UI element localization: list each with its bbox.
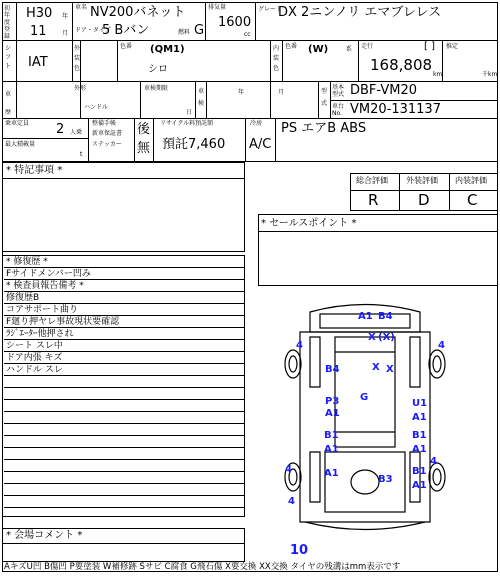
year-value: H30 xyxy=(26,6,53,21)
mark-b1-l: B1 xyxy=(324,430,339,441)
doortype-value: 5 Bバン xyxy=(102,23,150,38)
mark-x-2: (X) xyxy=(378,332,395,343)
blank-row xyxy=(4,460,244,472)
special-notes-title: * 特記事項 * xyxy=(6,165,63,176)
mark-a1-r1: A1 xyxy=(412,412,427,423)
mark-g: G xyxy=(360,392,369,403)
blank-row xyxy=(4,484,244,496)
inspector-item: ドア内張 キズ xyxy=(4,352,244,364)
inspector-item: ハンドル スレ xyxy=(4,364,244,376)
inspector-item: シート スレ中 xyxy=(4,340,244,352)
ac-value: A/C xyxy=(249,137,272,152)
month-unit: 月 xyxy=(62,30,69,37)
grade-value: DX 2ニンノリ エマブレレス xyxy=(278,5,442,20)
intcolor-code-label: 色番 xyxy=(285,43,298,50)
inspector-item: ﾗｼﾞｴｰﾀｰ他押され xyxy=(4,328,244,340)
mileage-bracket: [ ] xyxy=(424,41,435,52)
mark-x-4: X xyxy=(386,364,394,375)
maxload-label: 最大積載量 xyxy=(5,141,36,148)
mark-b4: B4 xyxy=(325,364,340,375)
mark-front-a1: A1 xyxy=(358,311,373,322)
mark-u1: U1 xyxy=(412,398,428,409)
fuel-value: G xyxy=(194,23,205,38)
year-unit: 年 xyxy=(62,13,69,20)
mark-b3: B3 xyxy=(378,474,393,485)
mileage-unit-thousand: 千km xyxy=(482,71,498,78)
after-value: 後 xyxy=(137,122,151,137)
inspector-title: * 検査員報告備考 * xyxy=(4,280,244,292)
handle-label: ハンドル xyxy=(84,104,109,111)
shape-label: 外形 xyxy=(74,85,87,92)
displacement-value: 1600 xyxy=(218,15,252,30)
blank-row xyxy=(4,436,244,448)
exterior-rating-label: 外装評価 xyxy=(406,176,438,185)
mileage-label: 走行 xyxy=(361,43,374,50)
overall-rating-label: 総合評価 xyxy=(356,176,388,185)
mileage-unit: km xyxy=(433,71,443,78)
pass-label: 推定 xyxy=(446,43,459,50)
rep-month: 月 xyxy=(278,89,285,96)
blank-row xyxy=(4,448,244,460)
rep-year: 年 xyxy=(238,89,245,96)
blank-row xyxy=(4,424,244,436)
first-reg-label: 初年度登録 xyxy=(4,5,11,40)
mark-a1-l3: A1 xyxy=(324,468,339,479)
tire-rl: 4 xyxy=(285,464,292,475)
rep-label: 車検 xyxy=(198,88,205,107)
basic-model-label: 基本型式 xyxy=(332,84,345,98)
maint-label: 整備手帳 xyxy=(92,120,117,127)
mark-x-1: X xyxy=(368,332,376,343)
recycle-value: 預託7,460 xyxy=(162,137,226,152)
model-label: 型式 xyxy=(321,88,328,107)
tire-fr: 4 xyxy=(438,340,445,351)
intcolor-label: 内装色 xyxy=(273,45,280,72)
mark-x-3: X xyxy=(372,362,380,373)
doortype-label: ドア・タイプ xyxy=(75,27,111,34)
basic-model-value: DBF-VM20 xyxy=(350,83,417,98)
displacement-label: 排気量 xyxy=(208,4,227,11)
mark-a1-r2: A1 xyxy=(412,444,427,455)
inspect-day: 日 xyxy=(186,109,193,116)
mark-p3: P3 xyxy=(325,396,340,407)
repair-title: * 修復歴 * xyxy=(4,256,244,268)
inspect-label: 車検期限 xyxy=(144,85,169,92)
blank-row xyxy=(4,412,244,424)
blank-row xyxy=(4,496,244,508)
chassis-label: 車台No. xyxy=(332,103,345,117)
color-code-label: 色番 xyxy=(120,43,133,50)
tire-rr: 4 xyxy=(430,456,437,467)
color-code: (QM1) xyxy=(150,44,185,55)
mark-b1-r2: B1 xyxy=(412,466,427,477)
exterior-rating-value: D xyxy=(418,191,430,209)
grade-label: グレード xyxy=(258,6,283,13)
tire-spare: 4 xyxy=(288,496,295,507)
chassis-value: VM20-131137 xyxy=(350,102,441,117)
extcolor-label: 外装色 xyxy=(74,45,81,72)
sticker-label: ステッカー xyxy=(92,141,122,148)
tire-fl: 4 xyxy=(296,340,303,351)
inspector-item: コアサポート曲り xyxy=(4,304,244,316)
mileage-value: 168,808 xyxy=(370,56,433,74)
carname-label: 車名 xyxy=(75,4,88,11)
intcolor-code: (W) xyxy=(308,44,329,55)
interior-rating-value: C xyxy=(467,191,478,209)
history-label: 車歴 xyxy=(5,91,12,116)
mark-b1-r: B1 xyxy=(412,430,427,441)
mark-a1-l2: A1 xyxy=(324,444,339,455)
shift-value: IAT xyxy=(28,55,48,70)
capacity-label: 乗車定員 xyxy=(5,120,30,127)
fuel-label: 燃料 xyxy=(178,29,191,36)
none-value: 無 xyxy=(137,141,151,156)
legend: AキズU凹 B傷凹 P要塗装 W補修跡 Sサビ C腐食 G飛石傷 X要交換 XX交換 タイヤの残溝はmm表示です xyxy=(4,562,401,572)
blank-row xyxy=(4,376,244,388)
overall-rating-value: R xyxy=(368,191,379,209)
venue-comment-title: * 会場コメント * xyxy=(6,530,83,541)
blank-row xyxy=(4,388,244,400)
repair-item: Fサイドメンバー凹み xyxy=(4,268,244,280)
blank-row xyxy=(4,472,244,484)
carname-value: NV200バネット xyxy=(90,5,186,20)
mark-a1-l1: A1 xyxy=(325,408,340,419)
month-value: 11 xyxy=(30,24,47,39)
shift-label: シフト xyxy=(5,45,12,70)
intcolor-unit: 系 xyxy=(346,46,353,53)
ac-label: 冷房 xyxy=(250,120,263,127)
newcar-label: 新車保証書 xyxy=(92,130,123,137)
tire-bottom: 10 xyxy=(290,543,309,558)
interior-rating-label: 内装評価 xyxy=(455,176,487,185)
mark-front-b4: B4 xyxy=(378,311,393,322)
displacement-unit: cc xyxy=(244,31,251,38)
inspector-item: F廻り押ヤレ事故現状要確認 xyxy=(4,316,244,328)
inspector-item: 修復歴B xyxy=(4,292,244,304)
options-value: PS エアB ABS xyxy=(281,121,367,136)
color-name: シロ xyxy=(148,64,168,75)
mark-a1-r3: A1 xyxy=(412,480,427,491)
maxload-unit: t xyxy=(80,151,83,158)
capacity-unit: 人乗 xyxy=(70,129,83,136)
capacity-value: 2 xyxy=(56,122,65,137)
sales-points-title: * セールスポイント * xyxy=(261,218,357,229)
car-damage-diagram xyxy=(280,292,450,542)
blank-row xyxy=(4,400,244,412)
recycle-label: リサイクル料預託額 xyxy=(160,120,214,127)
